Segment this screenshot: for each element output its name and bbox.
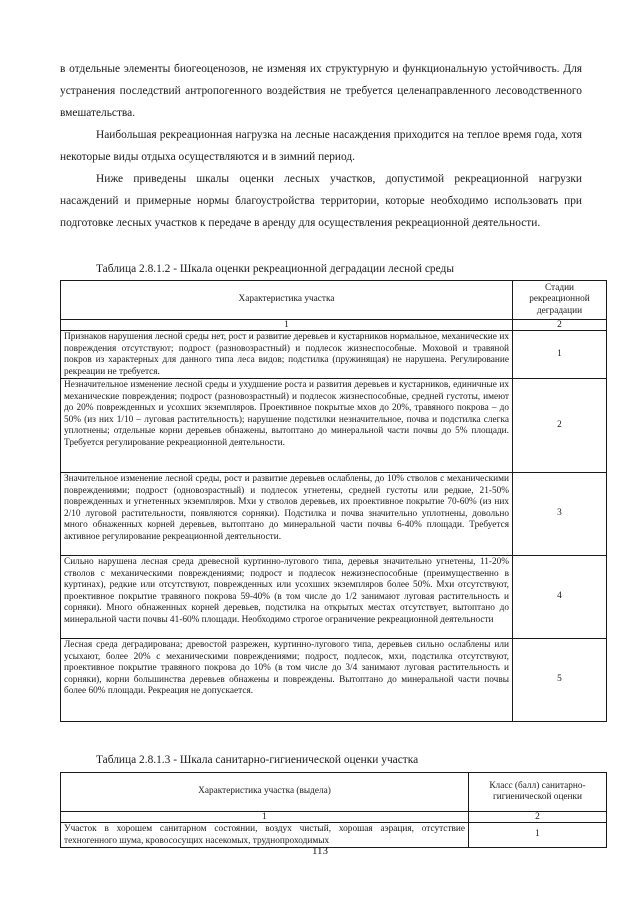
row-description: Участок в хорошем санитарном состоянии, воздух чистый, хорошая аэрация, отсутствие техногенного шума, кровососущих насекомых, труднопроходимых xyxy=(61,823,469,848)
table-row xyxy=(61,473,607,556)
table-row xyxy=(61,823,607,848)
paragraph-1: в отдельные элементы биогеоценозов, не изменяя их структурную и функциональную устойчивость. Для устранения последствий антропогенного воздействия не требуется целенаправленного лесоводственного вмешательства. xyxy=(60,63,582,119)
header-stages: Стадии рекреационной деградации xyxy=(513,281,607,320)
column-number: 1 xyxy=(61,812,469,823)
row-description: Сильно нарушена лесная среда древесной куртинно-лугового типа, деревья значительно угнетены, 11-20% стволов с механическими повреждениями; подрост и подлесок нежизнеспособные (преимущественно в куртинах), редкие или отсутствуют, поврежденных или усохших экземпляров более 50%. Мхи отсутствуют, проективное покрытие травяного покрова 59-40% (в том числе до 1/2 занимают луговая растительность и сорняки). Много обнаженных корней деревьев, подстилка на открытых местах отсутствует, вытоптано до минеральной части почвы 41-60% площади. Необходимо строгое ограничение рекреационной деятельности xyxy=(61,556,513,639)
table-row xyxy=(61,331,607,379)
header-class: Класс (балл) санитарно-гигиенической оценки xyxy=(469,773,607,812)
header-characteristic: Характеристика участка (выдела) xyxy=(61,773,469,812)
row-class: 1 xyxy=(469,823,607,848)
page-number: 113 xyxy=(311,845,329,857)
row-stage: 3 xyxy=(513,473,607,556)
column-number: 2 xyxy=(469,812,607,823)
row-stage: 4 xyxy=(513,556,607,639)
table-row xyxy=(61,639,607,722)
degradation-table xyxy=(60,280,607,722)
table-header-row xyxy=(61,281,607,320)
paragraph-3: Ниже приведены шкалы оценки лесных участков, допустимой рекреационной нагрузки насаждений и примерные нормы благоустройства территории, которые необходимо использовать при подготовке лесных участков к передаче в аренду для осуществления рекреационной деятельности. xyxy=(60,173,582,229)
row-description: Лесная среда деградирована; древостой разрежен, куртинно-лугового типа, деревьев сильно ослаблены или усыхают, более 20% с механическими повреждениями; подрост, подлесок, мхи, подстилка отсутствуют, проективное покрытие травяного покрова до 10% (в том числе до 3/4 занимают луговая растительность и сорняки), корни большинства деревьев обнажены и повреждены. Вытоптано до минеральной части почвы более 60% площади. Рекреация не допускается. xyxy=(61,639,513,722)
row-description: Признаков нарушения лесной среды нет, рост и развитие деревьев и кустарников нормальное, механические их повреждения отсутствуют; подрост (разновозрастный) и подлесок жизнеспособные. Моховой и травяной покров из характерных для данного типа леса видов; подстилка (пружинящая) не нарушена. Регулирование рекреации не требуется. xyxy=(61,331,513,379)
sanitary-table xyxy=(60,772,607,848)
header-characteristic: Характеристика участка xyxy=(61,281,513,320)
table-number-row xyxy=(61,320,607,331)
column-number: 2 xyxy=(513,320,607,331)
column-number: 1 xyxy=(61,320,513,331)
table-header-row xyxy=(61,773,607,812)
row-stage: 1 xyxy=(513,331,607,379)
table-number-row xyxy=(61,812,607,823)
table2-caption: Таблица 2.8.1.3 - Шкала санитарно-гигиенической оценки участка xyxy=(96,754,419,766)
row-stage: 2 xyxy=(513,379,607,473)
paragraph-2: Наибольшая рекреационная нагрузка на лесные насаждения приходится на теплое время года, хотя некоторые виды отдыха осуществляются и в зимний период. xyxy=(60,129,582,163)
row-description: Значительное изменение лесной среды, рост и развитие деревьев ослаблены, до 10% стволов с механическими повреждениями; подрост (одновозрастный) и подлесок угнетены, средней густоты или редкие, 21-50% поврежденных и угнетенных экземпляров. Мхи у стволов деревьев, их проективное покрытие 70-60% (из них 2/10 луговой растительности, появляются сорняки). Подстилка и почва значительно уплотнены, довольно много обнаженных корней деревьев, вытоптано до минеральной части почвы 6-40% площади. Требуется активное регулирование рекреационной деятельности. xyxy=(61,473,513,556)
row-stage: 5 xyxy=(513,639,607,722)
table-row xyxy=(61,556,607,639)
table1-caption: Таблица 2.8.1.2 - Шкала оценки рекреационной деградации лесной среды xyxy=(96,263,454,275)
table-row xyxy=(61,379,607,473)
row-description: Незначительное изменение лесной среды и ухудшение роста и развития деревьев и кустарников, единичные их механические повреждения; подрост (разновозрастный) и подлесок жизнеспособные, средней густоты, имеют до 20% поврежденных и усохших экземпляров. Проективное покрытые мхов до 20%, травяного покрова – до 50% (из них 1/10 – луговая растительность); нарушение подстилки незначительное, почва и подстилка слегка уплотнены; отдельные корни деревьев обнажены, вытоптано до минеральной части почвы до 5% площади. Требуется регулирование рекреационной деятельности. xyxy=(61,379,513,473)
